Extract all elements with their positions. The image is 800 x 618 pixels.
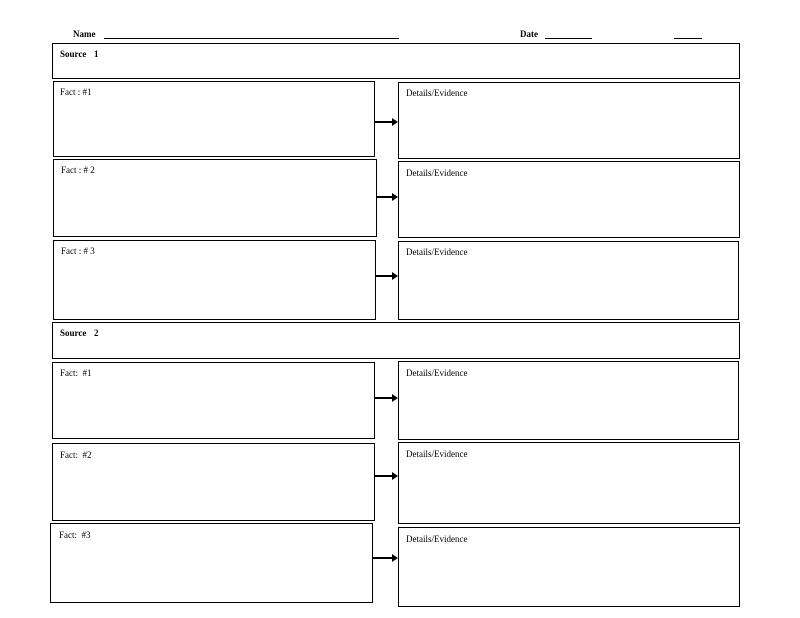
- source-1-details-1-box[interactable]: [398, 82, 740, 159]
- source-2-fact-2-box[interactable]: [52, 443, 375, 521]
- extra-field-line[interactable]: [674, 38, 702, 39]
- date-field-line[interactable]: [545, 38, 592, 39]
- name-label: Name: [73, 29, 96, 39]
- fact-label: Fact : # 2: [61, 165, 95, 175]
- details-label: Details/Evidence: [406, 534, 468, 544]
- source-1-number: 1: [94, 49, 99, 59]
- source-1-fact-2-box[interactable]: [53, 159, 377, 237]
- source-2-label: Source: [60, 328, 87, 338]
- fact-label: Fact : #1: [60, 87, 92, 97]
- details-label: Details/Evidence: [406, 449, 468, 459]
- source-2-number: 2: [94, 328, 99, 338]
- details-label: Details/Evidence: [406, 168, 468, 178]
- arrow-right-icon: [376, 275, 396, 277]
- source-1-label: Source: [60, 49, 87, 59]
- details-label: Details/Evidence: [406, 247, 468, 257]
- details-label: Details/Evidence: [406, 368, 468, 378]
- fact-label: Fact: #1: [60, 368, 92, 378]
- arrow-right-icon: [375, 397, 396, 399]
- source-2-fact-1-box[interactable]: [52, 362, 375, 439]
- source-2-details-2-box[interactable]: [398, 442, 740, 524]
- arrow-right-icon: [377, 196, 396, 198]
- source-1-details-2-box[interactable]: [398, 161, 740, 238]
- fact-label: Fact: #2: [60, 450, 92, 460]
- source-2-details-1-box[interactable]: [398, 361, 739, 440]
- arrow-right-icon: [375, 121, 396, 123]
- source-1-details-3-box[interactable]: [398, 241, 739, 320]
- source-1-fact-3-box[interactable]: [53, 240, 376, 320]
- arrow-right-icon: [373, 557, 396, 559]
- arrow-right-icon: [375, 475, 396, 477]
- source-1-box[interactable]: [52, 43, 740, 79]
- details-label: Details/Evidence: [406, 88, 468, 98]
- source-2-fact-3-box[interactable]: [50, 523, 373, 603]
- fact-label: Fact : # 3: [61, 246, 95, 256]
- source-2-details-3-box[interactable]: [398, 527, 740, 607]
- source-1-fact-1-box[interactable]: [53, 81, 375, 157]
- fact-label: Fact: #3: [59, 530, 91, 540]
- name-field-line[interactable]: [104, 38, 399, 39]
- date-label: Date: [520, 29, 538, 39]
- source-2-box[interactable]: [52, 322, 740, 359]
